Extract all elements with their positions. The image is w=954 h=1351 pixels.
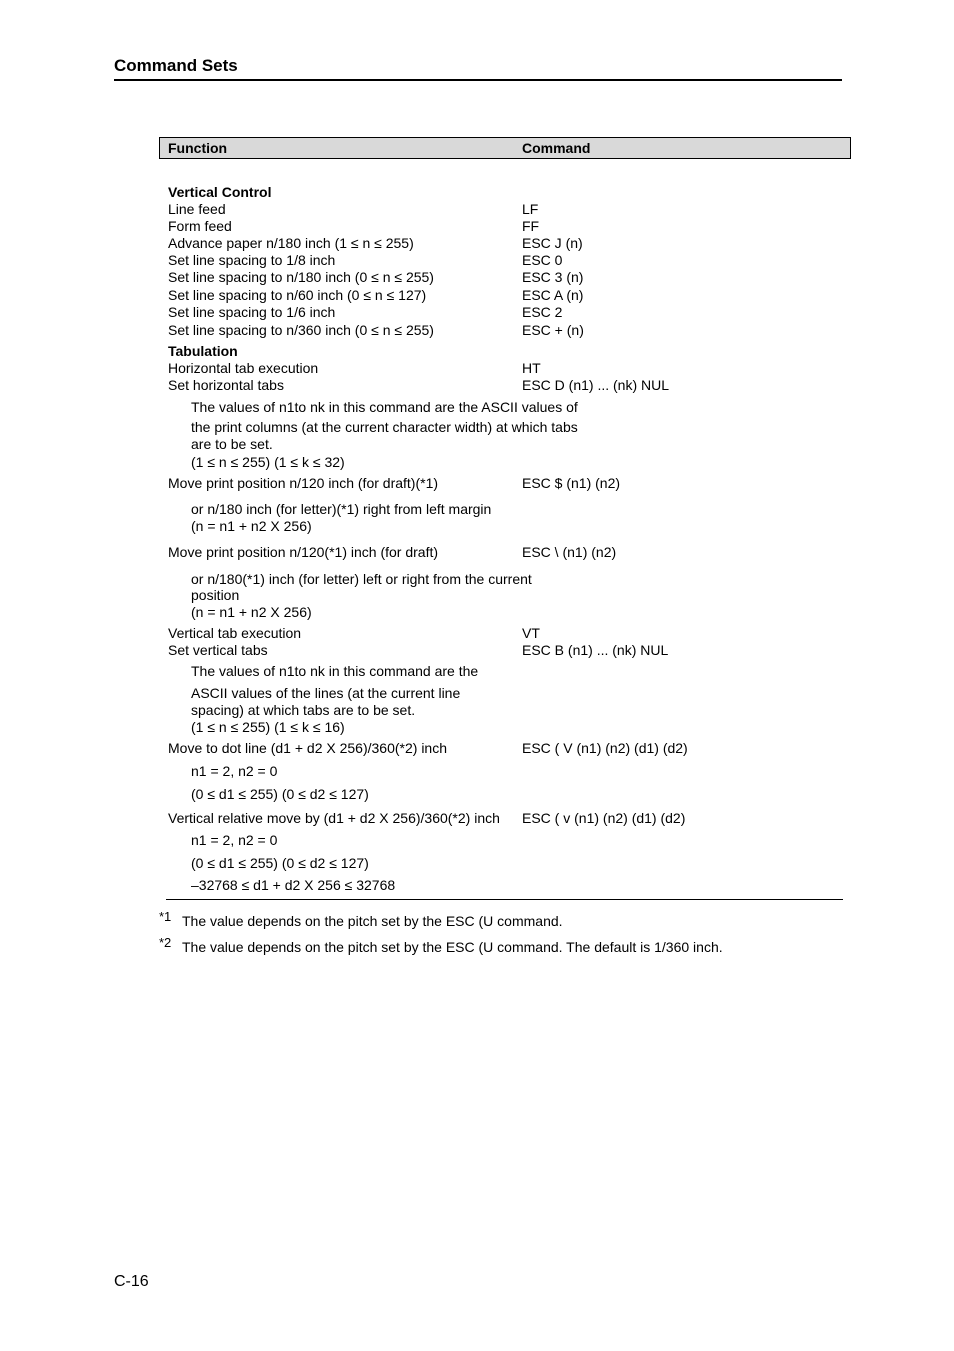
function-detail-text: the print columns (at the current character width) at which tabs [191,419,578,435]
function-name: Set line spacing to 1/8 inch [168,252,336,268]
page-header-title: Command Sets [114,56,238,75]
command-code: ESC 2 [522,304,563,320]
function-detail-text: n1 = 2, n2 = 0 [191,832,278,848]
command-code: ESC $ (n1) (n2) [522,475,621,491]
function-detail-text: The values of n1to nk in this command are the ASCII values of [191,399,578,415]
function-name: Set line spacing to 1/6 inch [168,304,336,320]
function-name: Advance paper n/180 inch (1 ≤ n ≤ 255) [168,235,414,251]
command-code: ESC J (n) [522,235,583,251]
function-detail-text: (0 ≤ d1 ≤ 255) (0 ≤ d2 ≤ 127) [191,855,369,871]
function-detail-text: or n/180(*1) inch (for letter) left or right from the current [191,571,532,587]
function-detail-text: position [191,587,240,603]
command-column-header: Command [522,140,591,156]
function-name: Set horizontal tabs [168,377,284,393]
function-detail-text: –32768 ≤ d1 + d2 X 256 ≤ 32768 [191,877,396,893]
function-detail-text: spacing) at which tabs are to be set. [191,702,416,718]
function-name: Form feed [168,218,232,234]
function-name: Vertical relative move by (d1 + d2 X 256)/360(*2) inch [168,810,500,826]
section-heading: Tabulation [168,343,238,359]
function-name: Set vertical tabs [168,642,268,658]
command-code: ESC + (n) [522,322,584,338]
page-number: C-16 [114,1273,149,1290]
function-detail-text: (1 ≤ n ≤ 255) (1 ≤ k ≤ 16) [191,719,345,735]
function-detail-text: (n = n1 + n2 X 256) [191,518,312,534]
footnote-text: The value depends on the pitch set by the ESC (U command. [182,913,563,929]
function-name: Line feed [168,201,226,217]
function-detail-text: or n/180 inch (for letter)(*1) right from left margin [191,501,492,517]
command-code: FF [522,218,540,234]
command-code: ESC \ (n1) (n2) [522,544,617,560]
header-rule [114,79,842,81]
command-code: ESC ( V (n1) (n2) (d1) (d2) [522,740,688,756]
function-detail-text: n1 = 2, n2 = 0 [191,763,278,779]
function-name: Set line spacing to n/180 inch (0 ≤ n ≤ 255) [168,269,434,285]
footnote-text: The value depends on the pitch set by the ESC (U command. The default is 1/360 inch. [182,939,723,955]
command-code: HT [522,360,541,376]
command-code: VT [522,625,540,641]
table-header [159,137,851,159]
function-detail-text: ASCII values of the lines (at the current line [191,685,461,701]
function-detail-text: (1 ≤ n ≤ 255) (1 ≤ k ≤ 32) [191,454,345,470]
function-detail-text: The values of n1to nk in this command are the [191,663,479,679]
command-code: LF [522,201,539,217]
table-end-rule [166,899,843,900]
footnote-mark: *2 [159,935,172,950]
section-heading: Vertical Control [168,184,272,200]
function-name: Move print position n/120 inch (for draft)(*1) [168,475,439,491]
footnote-mark: *1 [159,909,172,924]
function-column-header: Function [168,140,228,156]
command-code: ESC ( v (n1) (n2) (d1) (d2) [522,810,686,826]
function-name: Set line spacing to n/60 inch (0 ≤ n ≤ 127) [168,287,427,303]
function-detail-text: (0 ≤ d1 ≤ 255) (0 ≤ d2 ≤ 127) [191,786,369,802]
command-code: ESC A (n) [522,287,584,303]
function-detail-text: are to be set. [191,436,273,452]
function-name: Vertical tab execution [168,625,302,641]
command-code: ESC B (n1) ... (nk) NUL [522,642,669,658]
function-name: Move print position n/120(*1) inch (for draft) [168,544,439,560]
command-code: ESC D (n1) ... (nk) NUL [522,377,670,393]
command-code: ESC 3 (n) [522,269,584,285]
command-code: ESC 0 [522,252,563,268]
function-name: Horizontal tab execution [168,360,319,376]
function-detail-text: (n = n1 + n2 X 256) [191,604,312,620]
function-name: Move to dot line (d1 + d2 X 256)/360(*2) inch [168,740,448,756]
function-name: Set line spacing to n/360 inch (0 ≤ n ≤ 255) [168,322,434,338]
